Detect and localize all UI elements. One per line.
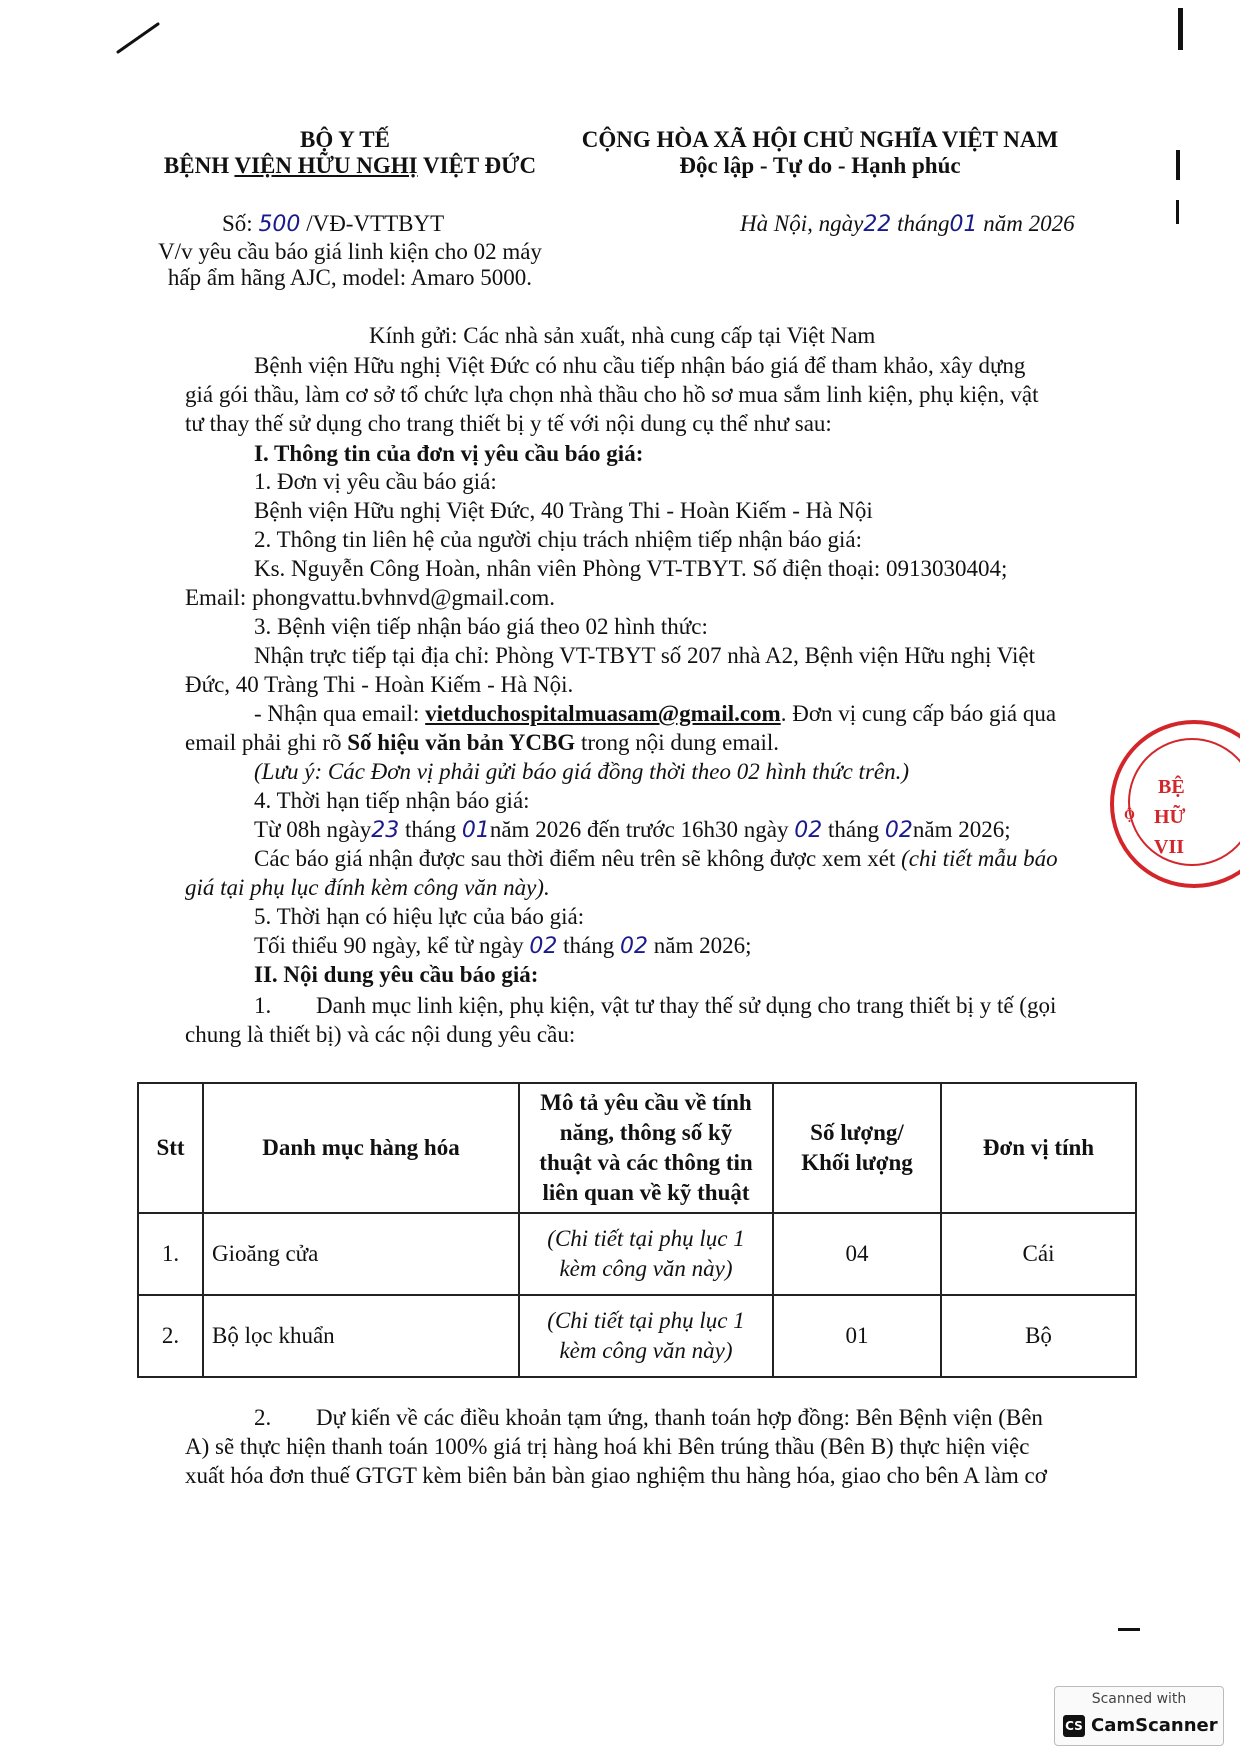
issue-date: Hà Nội, ngày22 tháng01 năm 2026 bbox=[740, 211, 1075, 237]
nation-title: CỘNG HÒA XÃ HỘI CHỦ NGHĨA VIỆT NAM bbox=[581, 127, 1059, 152]
hospital-name: BỆNH VIỆN HỮU NGHỊ VIỆT ĐỨC bbox=[163, 153, 537, 178]
validity-period: Tối thiểu 90 ngày, kể từ ngày 02 tháng 02 năm 2026; bbox=[254, 933, 752, 959]
contact-person: Ks. Nguyễn Công Hoàn, nhân viên Phòng VT-TBYT. Số điện thoại: 0913030404; bbox=[254, 556, 1008, 581]
section-value: Bệnh viện Hữu nghị Việt Đức, 40 Tràng Thi - Hoàn Kiếm - Hà Nội bbox=[254, 498, 873, 523]
table-row bbox=[138, 1295, 1136, 1377]
section-item: 3. Bệnh viện tiếp nhận báo giá theo 02 hình thức: bbox=[254, 614, 708, 639]
header-stt: Stt bbox=[138, 1083, 203, 1213]
table-header-row bbox=[138, 1083, 1136, 1213]
subject-line: V/v yêu cầu báo giá linh kiện cho 02 máy bbox=[158, 239, 542, 264]
ministry-name: BỘ Y TẾ bbox=[300, 127, 390, 152]
submission-email-link[interactable]: vietduchospitalmuasam@gmail.com bbox=[425, 701, 781, 726]
header-name: Danh mục hàng hóa bbox=[203, 1083, 519, 1213]
scan-mark bbox=[1118, 1628, 1140, 1631]
official-stamp: BỆ HỮ VII Ộ bbox=[1110, 720, 1240, 888]
motto: Độc lập - Tự do - Hạnh phúc bbox=[679, 153, 961, 178]
intro-line: giá gói thầu, làm cơ sở tổ chức lựa chọn nhà thầu cho hồ sơ mua sắm linh kiện, phụ kiện, vật bbox=[185, 382, 1039, 407]
late-notice: giá tại phụ lục đính kèm công văn này). bbox=[185, 875, 550, 900]
scan-edge-bar bbox=[1178, 8, 1183, 50]
cell-unit: Cái bbox=[941, 1213, 1136, 1295]
section-item: 2. Thông tin liên hệ của người chịu trách nhiệm tiếp nhận báo giá: bbox=[254, 527, 862, 552]
scan-edge-bar bbox=[1176, 200, 1179, 224]
section-heading: I. Thông tin của đơn vị yêu cầu báo giá: bbox=[254, 441, 644, 466]
submission-address: Đức, 40 Tràng Thi - Hoàn Kiếm - Hà Nội. bbox=[185, 672, 574, 697]
cell-stt: 2. bbox=[138, 1295, 203, 1377]
submission-email-line: - Nhận qua email: vietduchospitalmuasam@gmail.com. Đơn vị cung cấp báo giá qua bbox=[254, 701, 1057, 726]
receipt-period: Từ 08h ngày23 tháng 01năm 2026 đến trước 16h30 ngày 02 tháng 02năm 2026; bbox=[254, 817, 1011, 843]
table-row bbox=[138, 1213, 1136, 1295]
cell-qty: 01 bbox=[773, 1295, 941, 1377]
section-heading: II. Nội dung yêu cầu báo giá: bbox=[254, 962, 539, 987]
cell-desc: (Chi tiết tại phụ lục 1 kèm công văn này) bbox=[519, 1213, 773, 1295]
submission-address: Nhận trực tiếp tại địa chỉ: Phòng VT-TBYT số 207 nhà A2, Bệnh viện Hữu nghị Việt bbox=[254, 643, 1035, 668]
email-instruction: email phải ghi rõ Số hiệu văn bản YCBG trong nội dung email. bbox=[185, 730, 779, 755]
section-item: 1. Đơn vị yêu cầu báo giá: bbox=[254, 469, 497, 494]
list-number: 1. bbox=[254, 993, 272, 1018]
cell-unit: Bộ bbox=[941, 1295, 1136, 1377]
items-table bbox=[137, 1082, 1137, 1378]
cell-stt: 1. bbox=[138, 1213, 203, 1295]
list-text: xuất hóa đơn thuế GTGT kèm biên bản bàn giao nghiệm thu hàng hóa, giao cho bên A làm cơ bbox=[185, 1463, 1047, 1488]
cell-name: Gioăng cửa bbox=[203, 1213, 519, 1295]
subject-line: hấp ẩm hãng AJC, model: Amaro 5000. bbox=[167, 265, 533, 290]
scanner-name: CamScanner bbox=[1091, 1715, 1218, 1736]
cell-name: Bộ lọc khuẩn bbox=[203, 1295, 519, 1377]
scan-edge-bar bbox=[1176, 150, 1180, 180]
cell-desc: (Chi tiết tại phụ lục 1 kèm công văn này) bbox=[519, 1295, 773, 1377]
header-desc: Mô tả yêu cầu về tính năng, thông số kỹ thuật và các thông tin liên quan về kỹ thuật bbox=[519, 1083, 773, 1213]
contact-email: Email: phongvattu.bvhnvd@gmail.com. bbox=[185, 585, 555, 610]
document-number: Số: 500 /VĐ-VTTBYT bbox=[222, 211, 445, 237]
list-text: A) sẽ thực hiện thanh toán 100% giá trị hàng hoá khi Bên trúng thầu (Bên B) thực hiện việc bbox=[185, 1434, 1030, 1459]
late-notice: Các báo giá nhận được sau thời điểm nêu trên sẽ không được xem xét (chi tiết mẫu báo bbox=[254, 846, 1058, 871]
list-text: Dự kiến về các điều khoản tạm ứng, thanh toán hợp đồng: Bên Bệnh viện (Bên bbox=[316, 1405, 1043, 1430]
scanner-caption: Scanned with bbox=[1091, 1691, 1187, 1707]
camscanner-logo-icon: CS bbox=[1063, 1715, 1085, 1737]
header-unit: Đơn vị tính bbox=[941, 1083, 1136, 1213]
intro-line: Bệnh viện Hữu nghị Việt Đức có nhu cầu tiếp nhận báo giá để tham khảo, xây dựng bbox=[254, 353, 1026, 378]
pen-mark-icon bbox=[112, 18, 162, 58]
section-item: 5. Thời hạn có hiệu lực của báo giá: bbox=[254, 904, 585, 929]
header-qty: Số lượng/ Khối lượng bbox=[773, 1083, 941, 1213]
note: (Lưu ý: Các Đơn vị phải gửi báo giá đồng thời theo 02 hình thức trên.) bbox=[254, 759, 910, 784]
list-text: chung là thiết bị) và các nội dung yêu cầu: bbox=[185, 1022, 576, 1047]
intro-line: tư thay thế sử dụng cho trang thiết bị y tế với nội dung cụ thể như sau: bbox=[185, 411, 832, 436]
list-text: Danh mục linh kiện, phụ kiện, vật tư thay thế sử dụng cho trang thiết bị y tế (gọi bbox=[316, 993, 1057, 1018]
greeting: Kính gửi: Các nhà sản xuất, nhà cung cấp tại Việt Nam bbox=[369, 323, 876, 348]
list-number: 2. bbox=[254, 1405, 272, 1430]
camscanner-badge bbox=[1054, 1686, 1224, 1746]
section-item: 4. Thời hạn tiếp nhận báo giá: bbox=[254, 788, 530, 813]
cell-qty: 04 bbox=[773, 1213, 941, 1295]
